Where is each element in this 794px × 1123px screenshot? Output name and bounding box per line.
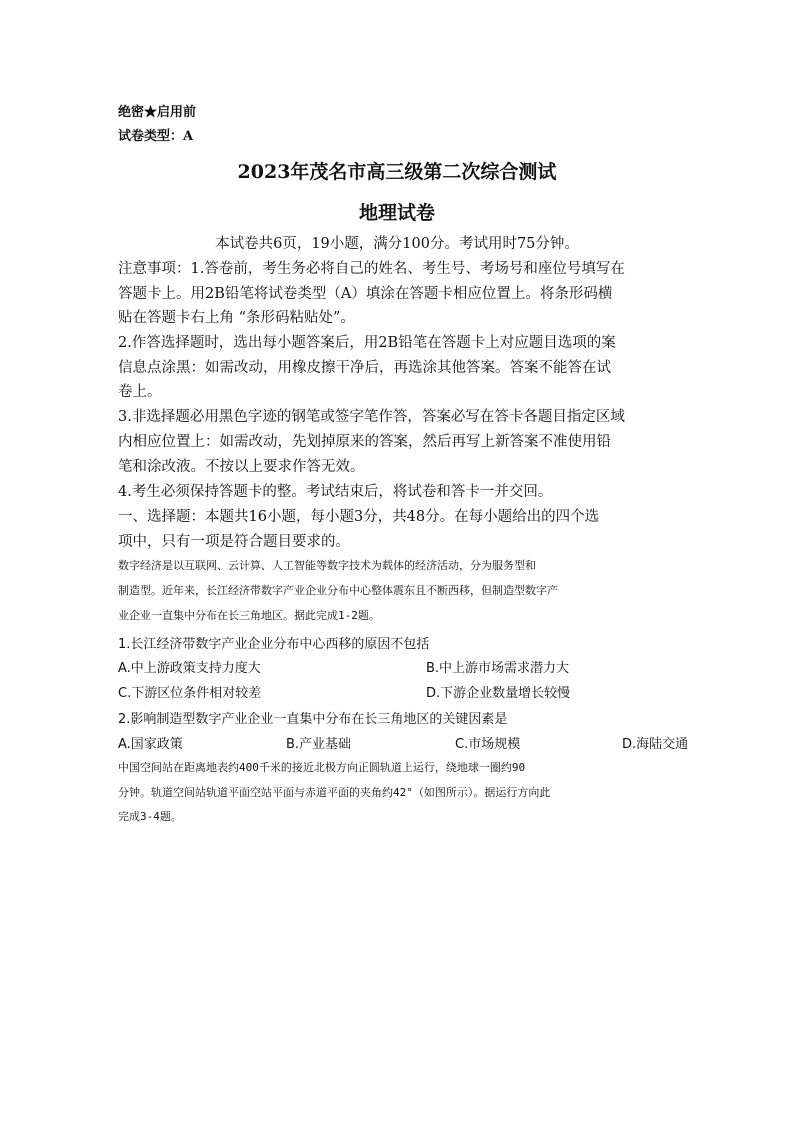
- passage-line: 中国空间站在距离地表约400千米的接近北极方向正圆轨道上运行，绕地球一圈约90: [118, 761, 526, 774]
- section-heading: 一、选择题：本题共16小题，每小题3分，共48分。在每小题给出的四个选: [118, 509, 600, 525]
- option-c: C.市场规模: [455, 737, 521, 752]
- section-heading: 项中，只有一项是符合题目要求的。: [118, 534, 350, 550]
- notes-line: 答题卡上。用2B铅笔将试卷类型（A）填涂在答题卡相应位置上。将条形码横: [118, 286, 613, 302]
- passage-line: 业企业一直集中分布在长三角地区。据此完成1-2题。: [118, 609, 380, 622]
- option-a: A.中上游政策支持力度大: [118, 661, 261, 676]
- option-b: B.产业基础: [286, 737, 352, 752]
- confidential-label: 绝密★启用前: [118, 105, 197, 120]
- passage-line: 制造型。近年来，长江经济带数字产业企业分布中心整体震东且不断西移，但制造型数字产: [118, 584, 558, 597]
- notes-line: 注意事项：1.答卷前，考生务必将自己的姓名、考生号、考场号和座位号填写在: [118, 261, 625, 277]
- option-b: B.中上游市场需求潜力大: [426, 661, 570, 676]
- notes-line: 卷上。: [118, 384, 162, 400]
- question-stem: 1.长江经济带数字产业企业分布中心西移的原因不包括: [118, 637, 430, 652]
- page-title: 2023年茂名市高三级第二次综合测试: [237, 161, 557, 183]
- notes-line: 4.考生必须保持答题卡的整。考试结束后，将试卷和答卡一并交回。: [118, 484, 553, 500]
- notes-line: 内相应位置上：如需改动，先划掉原来的答案，然后再写上新答案不准使用铅: [118, 434, 611, 450]
- option-a: A.国家政策: [118, 737, 183, 752]
- option-c: C.下游区位条件相对较差: [118, 686, 262, 701]
- exam-intro: 本试卷共6页，19小题，满分100分。考试用时75分钟。: [215, 236, 579, 252]
- passage-line: 完成3-4题。: [118, 810, 182, 823]
- question-stem: 2.影响制造型数字产业企业一直集中分布在长三角地区的关键因素是: [118, 712, 508, 727]
- notes-line: 贴在答题卡右上角 “条形码粘贴处”。: [118, 310, 355, 326]
- notes-line: 3.非选择题必用黑色字迹的钢笔或签字笔作答，答案必写在答卡各题目指定区域: [118, 409, 625, 425]
- page-subtitle: 地理试卷: [358, 202, 435, 224]
- passage-line: 数字经济是以互联网、云计算、人工智能等数字技术为载体的经济活动，分为服务型和: [118, 559, 536, 572]
- paper-type-label: 试卷类型：A: [118, 129, 194, 144]
- notes-line: 笔和涂改液。不按以上要求作答无效。: [118, 459, 365, 475]
- passage-line: 分钟。轨道空间站轨道平面空站平面与赤道平面的夹角约42°（如图所示）。据运行方向此: [118, 786, 551, 799]
- option-d: D.下游企业数量增长较慢: [426, 686, 571, 701]
- notes-line: 信息点涂黑：如需改动，用橡皮擦干净后，再选涂其他答案。答案不能答在试: [118, 360, 611, 376]
- notes-line: 2.作答选择题时，选出每小题答案后，用2B铅笔在答题卡上对应题目选项的案: [118, 335, 616, 351]
- option-d: D.海陆交通: [622, 737, 689, 752]
